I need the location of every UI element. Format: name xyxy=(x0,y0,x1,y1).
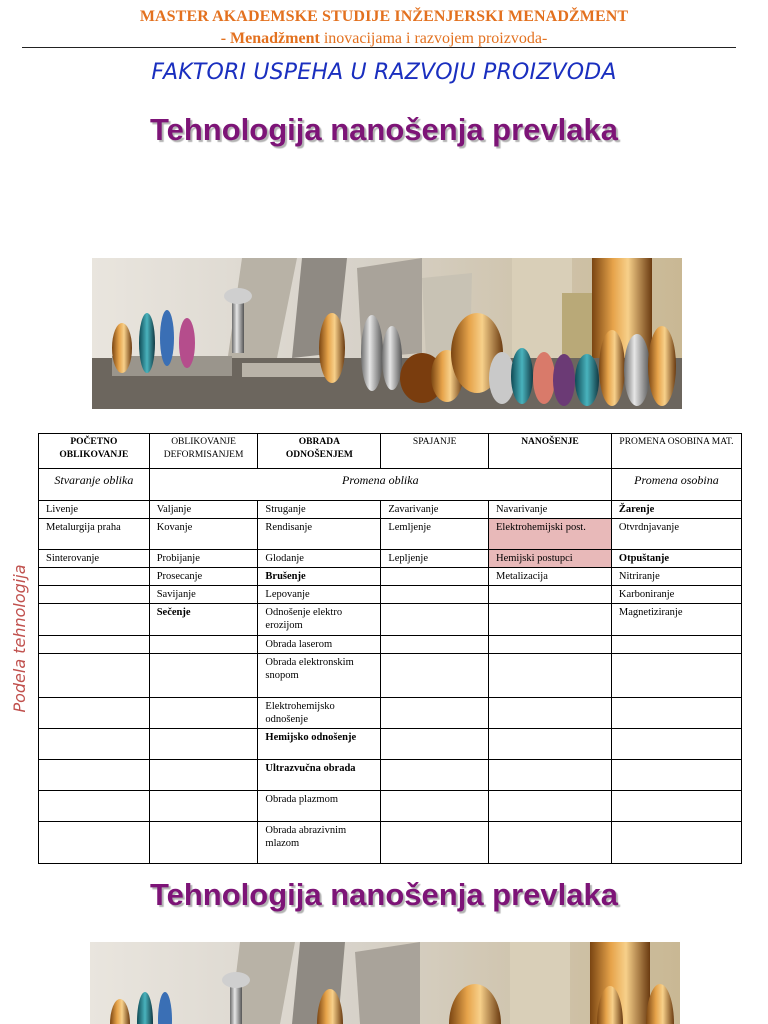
col-header: NANOŠENJE xyxy=(489,434,612,469)
table-cell: Žarenje xyxy=(611,501,741,519)
table-cell: Savijanje xyxy=(149,586,258,604)
table-cell xyxy=(611,729,741,760)
table-cell: Metalizacija xyxy=(489,568,612,586)
table-cell xyxy=(611,698,741,729)
table-cell: Struganje xyxy=(258,501,381,519)
table-row xyxy=(39,636,742,654)
table-cell xyxy=(39,698,150,729)
col-header: OBRADA ODNOŠENJEM xyxy=(258,434,381,469)
technology-table xyxy=(38,433,742,864)
table-cell xyxy=(381,791,489,822)
table-cell xyxy=(381,760,489,791)
table-cell xyxy=(39,760,150,791)
table-cell xyxy=(39,636,150,654)
table-row xyxy=(39,791,742,822)
table-cell xyxy=(39,654,150,698)
side-label: Podela tehnologija xyxy=(10,564,29,713)
table-cell xyxy=(611,760,741,791)
table-cell: Sinterovanje xyxy=(39,550,150,568)
table-cell: Zavarivanje xyxy=(381,501,489,519)
table-row xyxy=(39,586,742,604)
table-cell: Navarivanje xyxy=(489,501,612,519)
table-row xyxy=(39,519,742,550)
table-group-row xyxy=(39,469,742,501)
table-cell: Ultrazvučna obrada xyxy=(258,760,381,791)
table-cell: Lemljenje xyxy=(381,519,489,550)
table-cell xyxy=(149,729,258,760)
col-header: SPAJANJE xyxy=(381,434,489,469)
table-cell xyxy=(149,636,258,654)
table-cell xyxy=(381,729,489,760)
course-title xyxy=(0,30,768,48)
table-cell: Metalurgija praha xyxy=(39,519,150,550)
page-subtitle: FAKTORI USPEHA U RAZVOJU PROIZVODA xyxy=(151,60,617,85)
table-cell xyxy=(39,568,150,586)
col-header: OBLIKOVANJE DEFORMISANJEM xyxy=(149,434,258,469)
table-cell: Lepljenje xyxy=(381,550,489,568)
coatings-photo-bottom xyxy=(90,942,680,1024)
table-cell xyxy=(149,822,258,864)
table-cell: Obrada laserom xyxy=(258,636,381,654)
table-cell: Livenje xyxy=(39,501,150,519)
table-cell xyxy=(489,698,612,729)
table-row xyxy=(39,654,742,698)
col-header: PROMENA OSOBINA MAT. xyxy=(611,434,741,469)
table-cell xyxy=(611,822,741,864)
table-row xyxy=(39,568,742,586)
col-header: POČETNO OBLIKOVANJE xyxy=(39,434,150,469)
table-cell: Rendisanje xyxy=(258,519,381,550)
group-label: Stvaranje oblika xyxy=(39,469,150,501)
program-title: MASTER AKADEMSKE STUDIJE INŽENJERSKI MENADŽMENT xyxy=(139,8,629,25)
section-title: Tehnologija nanošenja prevlaka xyxy=(150,877,618,912)
table-cell: Obrada elektronskim snopom xyxy=(258,654,381,698)
coatings-photo xyxy=(92,258,682,409)
page-title: Tehnologija nanošenja prevlaka xyxy=(150,112,618,147)
table-cell xyxy=(381,636,489,654)
table-cell xyxy=(381,586,489,604)
table-row xyxy=(39,729,742,760)
table-cell xyxy=(39,586,150,604)
group-label: Promena osobina xyxy=(611,469,741,501)
table-cell: Kovanje xyxy=(149,519,258,550)
table-cell: Prosecanje xyxy=(149,568,258,586)
table-cell xyxy=(381,822,489,864)
table-cell: Elektrohemijsko odnošenje xyxy=(258,698,381,729)
table-row xyxy=(39,501,742,519)
table-cell: Otvrdnjavanje xyxy=(611,519,741,550)
table-cell xyxy=(381,604,489,636)
table-cell: Obrada plazmom xyxy=(258,791,381,822)
table-cell: Valjanje xyxy=(149,501,258,519)
table-cell-highlighted: Elektrohemijski post. xyxy=(489,519,612,550)
table-cell xyxy=(489,586,612,604)
table-cell: Otpuštanje xyxy=(611,550,741,568)
table-row xyxy=(39,698,742,729)
table-row xyxy=(39,604,742,636)
table-cell xyxy=(39,729,150,760)
table-cell xyxy=(381,698,489,729)
table-cell xyxy=(611,791,741,822)
table-cell xyxy=(149,654,258,698)
table-cell xyxy=(149,760,258,791)
table-cell: Hemijsko odnošenje xyxy=(258,729,381,760)
table-cell xyxy=(489,654,612,698)
table-cell xyxy=(381,654,489,698)
table-cell: Karboniranje xyxy=(611,586,741,604)
table-cell: Magnetiziranje xyxy=(611,604,741,636)
course-title-rest: inovacijama i razvojem proizvoda- xyxy=(319,30,548,47)
table-cell: Obrada abrazivnim mlazom xyxy=(258,822,381,864)
table-cell xyxy=(39,604,150,636)
table-cell: Sečenje xyxy=(149,604,258,636)
table-row xyxy=(39,822,742,864)
table-cell: Glodanje xyxy=(258,550,381,568)
table-cell: Lepovanje xyxy=(258,586,381,604)
table-cell xyxy=(489,760,612,791)
table-header-row xyxy=(39,434,742,469)
table-cell xyxy=(149,698,258,729)
table-cell: Nitriranje xyxy=(611,568,741,586)
group-label: Promena oblika xyxy=(149,469,611,501)
table-row xyxy=(39,760,742,791)
table-cell xyxy=(489,791,612,822)
table-cell xyxy=(489,729,612,760)
table-cell xyxy=(611,636,741,654)
table-cell xyxy=(149,791,258,822)
table-cell xyxy=(39,822,150,864)
table-cell-highlighted: Hemijski postupci xyxy=(489,550,612,568)
table-cell xyxy=(489,604,612,636)
table-cell xyxy=(489,822,612,864)
table-cell xyxy=(39,791,150,822)
course-title-prefix: - Menadžment xyxy=(220,30,320,47)
header-divider xyxy=(22,47,736,48)
table-cell: Brušenje xyxy=(258,568,381,586)
table-cell xyxy=(611,654,741,698)
table-cell: Probijanje xyxy=(149,550,258,568)
table-row xyxy=(39,550,742,568)
table-cell xyxy=(381,568,489,586)
table-cell: Odnošenje elektro erozijom xyxy=(258,604,381,636)
table-cell xyxy=(489,636,612,654)
